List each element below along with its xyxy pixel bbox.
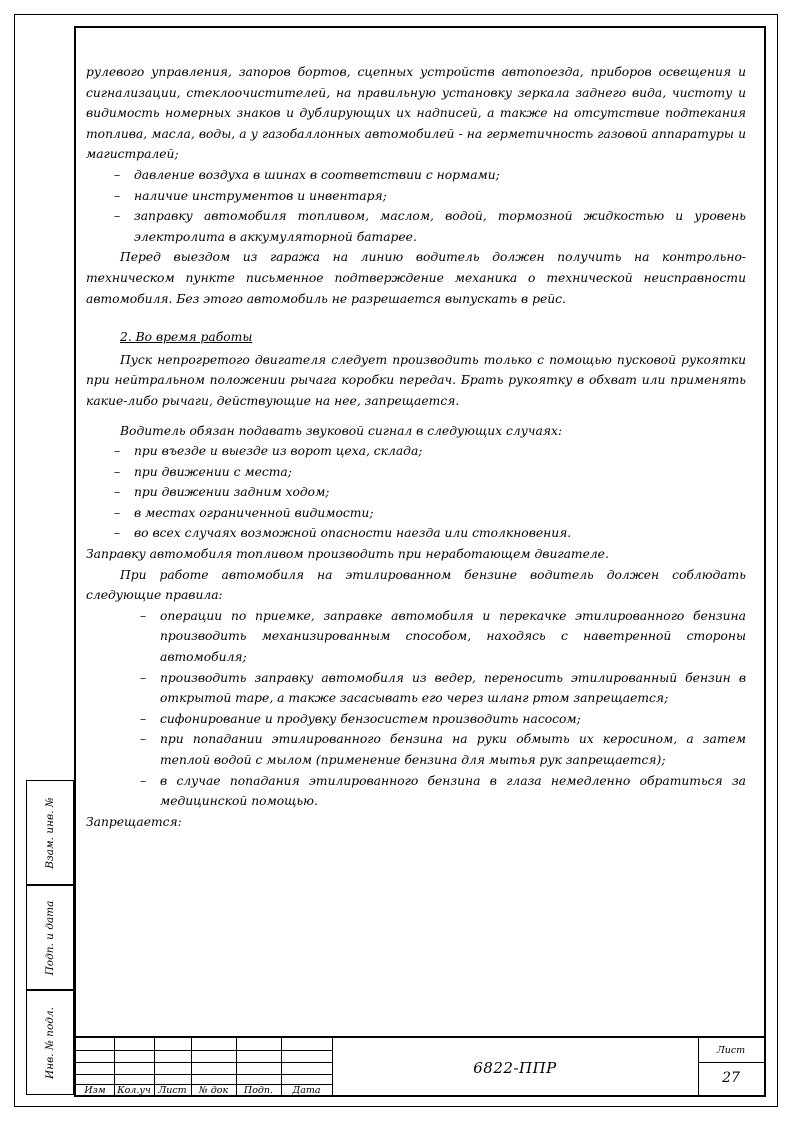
column-header-data: Дата: [292, 1085, 321, 1096]
paragraph-engine-start: Пуск непрогретого двигателя следует производить только с помощью пусковой рукоятки при нейтральном положении рычага коробки передач. Брать рукоятку в обхват или применять какие-либо рычаги, действующие на нее, запрещается.: [86, 352, 746, 408]
paragraph-steering-check: рулевого управления, запоров бортов, сцепных устройств автопоезда, приборов освещения и сигнализации, стеклоочистителей, на правильную установку зеркала заднего вида, чистоту и видимость номерных знаков и дублирующих их надписей, а также на отсутствие подтекания топлива, масла, воды, а у газобаллонных автомобилей - на герметичность газовой аппаратуры и магистралей;: [86, 65, 746, 162]
list-item: – сифонирование и продувку бензосистем производить насосом;: [86, 709, 746, 730]
list-item: – заправку автомобиля топливом, маслом, водой, тормозной жидкостью и уровень электролита в аккумуляторной батарее.: [86, 206, 746, 247]
list-item: – производить заправку автомобиля из ведер, переносить этилированный бензин в открытой таре, а также засасывать его через шланг ртом запрещается;: [86, 668, 746, 709]
column-header-nomer-dok: № док: [198, 1085, 229, 1096]
document-text-column: [86, 62, 754, 1012]
list-item: – давление воздуха в шинах в соответствии с нормами;: [86, 165, 746, 186]
side-stamp-podp-data-label: Подп. и дата: [44, 900, 56, 975]
list-pre-trip-checks: [86, 165, 746, 247]
column-header-podp: Подп.: [243, 1085, 274, 1096]
sheet-label: Лист: [716, 1045, 746, 1056]
list-item: – при движении с места;: [86, 462, 746, 483]
side-stamp-vzam-inv: [26, 780, 74, 885]
column-header-kol-uch: Кол.уч: [117, 1085, 151, 1096]
list-item: – при въезде и выезде из ворот цеха, склада;: [86, 441, 746, 462]
sheet-number: 27: [722, 1070, 740, 1086]
list-item: – при движении задним ходом;: [86, 482, 746, 503]
grid-line: [698, 1062, 764, 1063]
side-stamp-podp-data: [26, 885, 74, 990]
side-stamp-vzam-inv-label: Взам. инв. №: [44, 796, 56, 869]
paragraph-forbidden: Запрещается:: [86, 814, 182, 829]
paragraph-refuel-engine-off: Заправку автомобиля топливом производить при неработающем двигателе.: [86, 547, 609, 562]
paragraph-sound-signal: Водитель обязан подавать звуковой сигнал в следующих случаях:: [120, 423, 563, 438]
list-item: – наличие инструментов и инвентаря;: [86, 186, 746, 207]
list-item: – при попадании этилированного бензина на руки обмыть их керосином, а затем теплой водой с мылом (применение бензина для мытья рук запрещается);: [86, 729, 746, 770]
paragraph-ethyl-rules: При работе автомобиля на этилированном бензине водитель должен соблюдать следующие правила:: [86, 567, 746, 603]
document-number: 6822-ППР: [473, 1059, 557, 1077]
column-header-list: Лист: [158, 1085, 187, 1096]
column-header-izm: Изм: [84, 1085, 106, 1096]
section-heading-during-work: 2. Во время работы: [120, 330, 253, 345]
paragraph-garage-departure: Перед выездом из гаража на линию водитель должен получить на контрольно-техническом пункте письменное подтверждение механика о технической неисправности автомобиля. Без этого автомобиль не разрешается выпускать в рейс.: [86, 250, 746, 306]
list-item: – в местах ограниченной видимости;: [86, 503, 746, 524]
list-item: – операции по приемке, заправке автомобиля и перекачке этилированного бензина производить механизированным способом, находясь с наветренной стороны автомобиля;: [86, 606, 746, 668]
title-block: [74, 1036, 766, 1097]
list-item: – в случае попадания этилированного бензина в глаза немедленно обратиться за медицинской помощью.: [86, 771, 746, 812]
list-ethyl-rules: [86, 606, 746, 812]
list-signal-cases: [86, 441, 746, 544]
side-stamp-inv-podl-label: Инв. № подл.: [44, 1006, 56, 1079]
side-stamp-inv-podl: [26, 990, 74, 1095]
list-item: – во всех случаях возможной опасности наезда или столкновения.: [86, 523, 746, 544]
